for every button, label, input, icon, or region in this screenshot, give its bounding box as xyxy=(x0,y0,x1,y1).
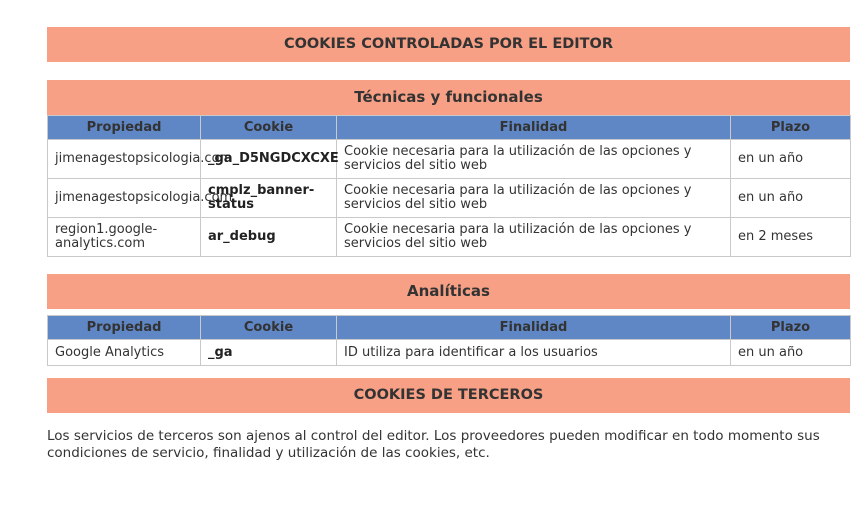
table-row xyxy=(48,218,851,257)
cell-term: en un año xyxy=(731,179,851,218)
header-property: Propiedad xyxy=(48,316,201,340)
cell-property: Google Analytics xyxy=(48,340,201,366)
cell-purpose: ID utiliza para identificar a los usuarios xyxy=(337,340,731,366)
cell-cookie: _ga xyxy=(201,340,337,366)
cell-term: en un año xyxy=(731,140,851,179)
cell-cookie: cmplz_banner-status xyxy=(201,179,337,218)
cell-cookie: _ga_D5NGDCXCXE xyxy=(201,140,337,179)
table-header-row xyxy=(48,316,851,340)
table-row xyxy=(48,179,851,218)
technical-cookies-heading: Técnicas y funcionales xyxy=(47,80,850,115)
cell-property: jimenagestopsicologia.com xyxy=(48,140,201,179)
cell-term: en 2 meses xyxy=(731,218,851,257)
cell-purpose: Cookie necesaria para la utilización de las opciones y servicios del sitio web xyxy=(337,218,731,257)
header-purpose: Finalidad xyxy=(337,116,731,140)
editor-cookies-heading: COOKIES CONTROLADAS POR EL EDITOR xyxy=(47,27,850,62)
cookie-policy-content xyxy=(47,0,850,462)
third-party-cookies-heading: COOKIES DE TERCEROS xyxy=(47,378,850,413)
table-row xyxy=(48,140,851,179)
cell-term: en un año xyxy=(731,340,851,366)
cell-purpose: Cookie necesaria para la utilización de las opciones y servicios del sitio web xyxy=(337,140,731,179)
table-row xyxy=(48,340,851,366)
header-term: Plazo xyxy=(731,316,851,340)
header-property: Propiedad xyxy=(48,116,201,140)
header-purpose: Finalidad xyxy=(337,316,731,340)
cell-property: region1.google-analytics.com xyxy=(48,218,201,257)
analytics-cookies-heading: Analíticas xyxy=(47,274,850,309)
cell-cookie: ar_debug xyxy=(201,218,337,257)
header-cookie: Cookie xyxy=(201,316,337,340)
table-header-row xyxy=(48,116,851,140)
cell-purpose: Cookie necesaria para la utilización de las opciones y servicios del sitio web xyxy=(337,179,731,218)
header-term: Plazo xyxy=(731,116,851,140)
cell-property: jimenagestopsicologia.com xyxy=(48,179,201,218)
analytics-cookies-table xyxy=(47,315,851,366)
technical-cookies-table xyxy=(47,115,851,257)
third-party-description: Los servicios de terceros son ajenos al control del editor. Los proveedores pueden modificar en todo momento sus condiciones de servicio, finalidad y utilización de las cookies, etc. xyxy=(47,428,820,461)
header-cookie: Cookie xyxy=(201,116,337,140)
